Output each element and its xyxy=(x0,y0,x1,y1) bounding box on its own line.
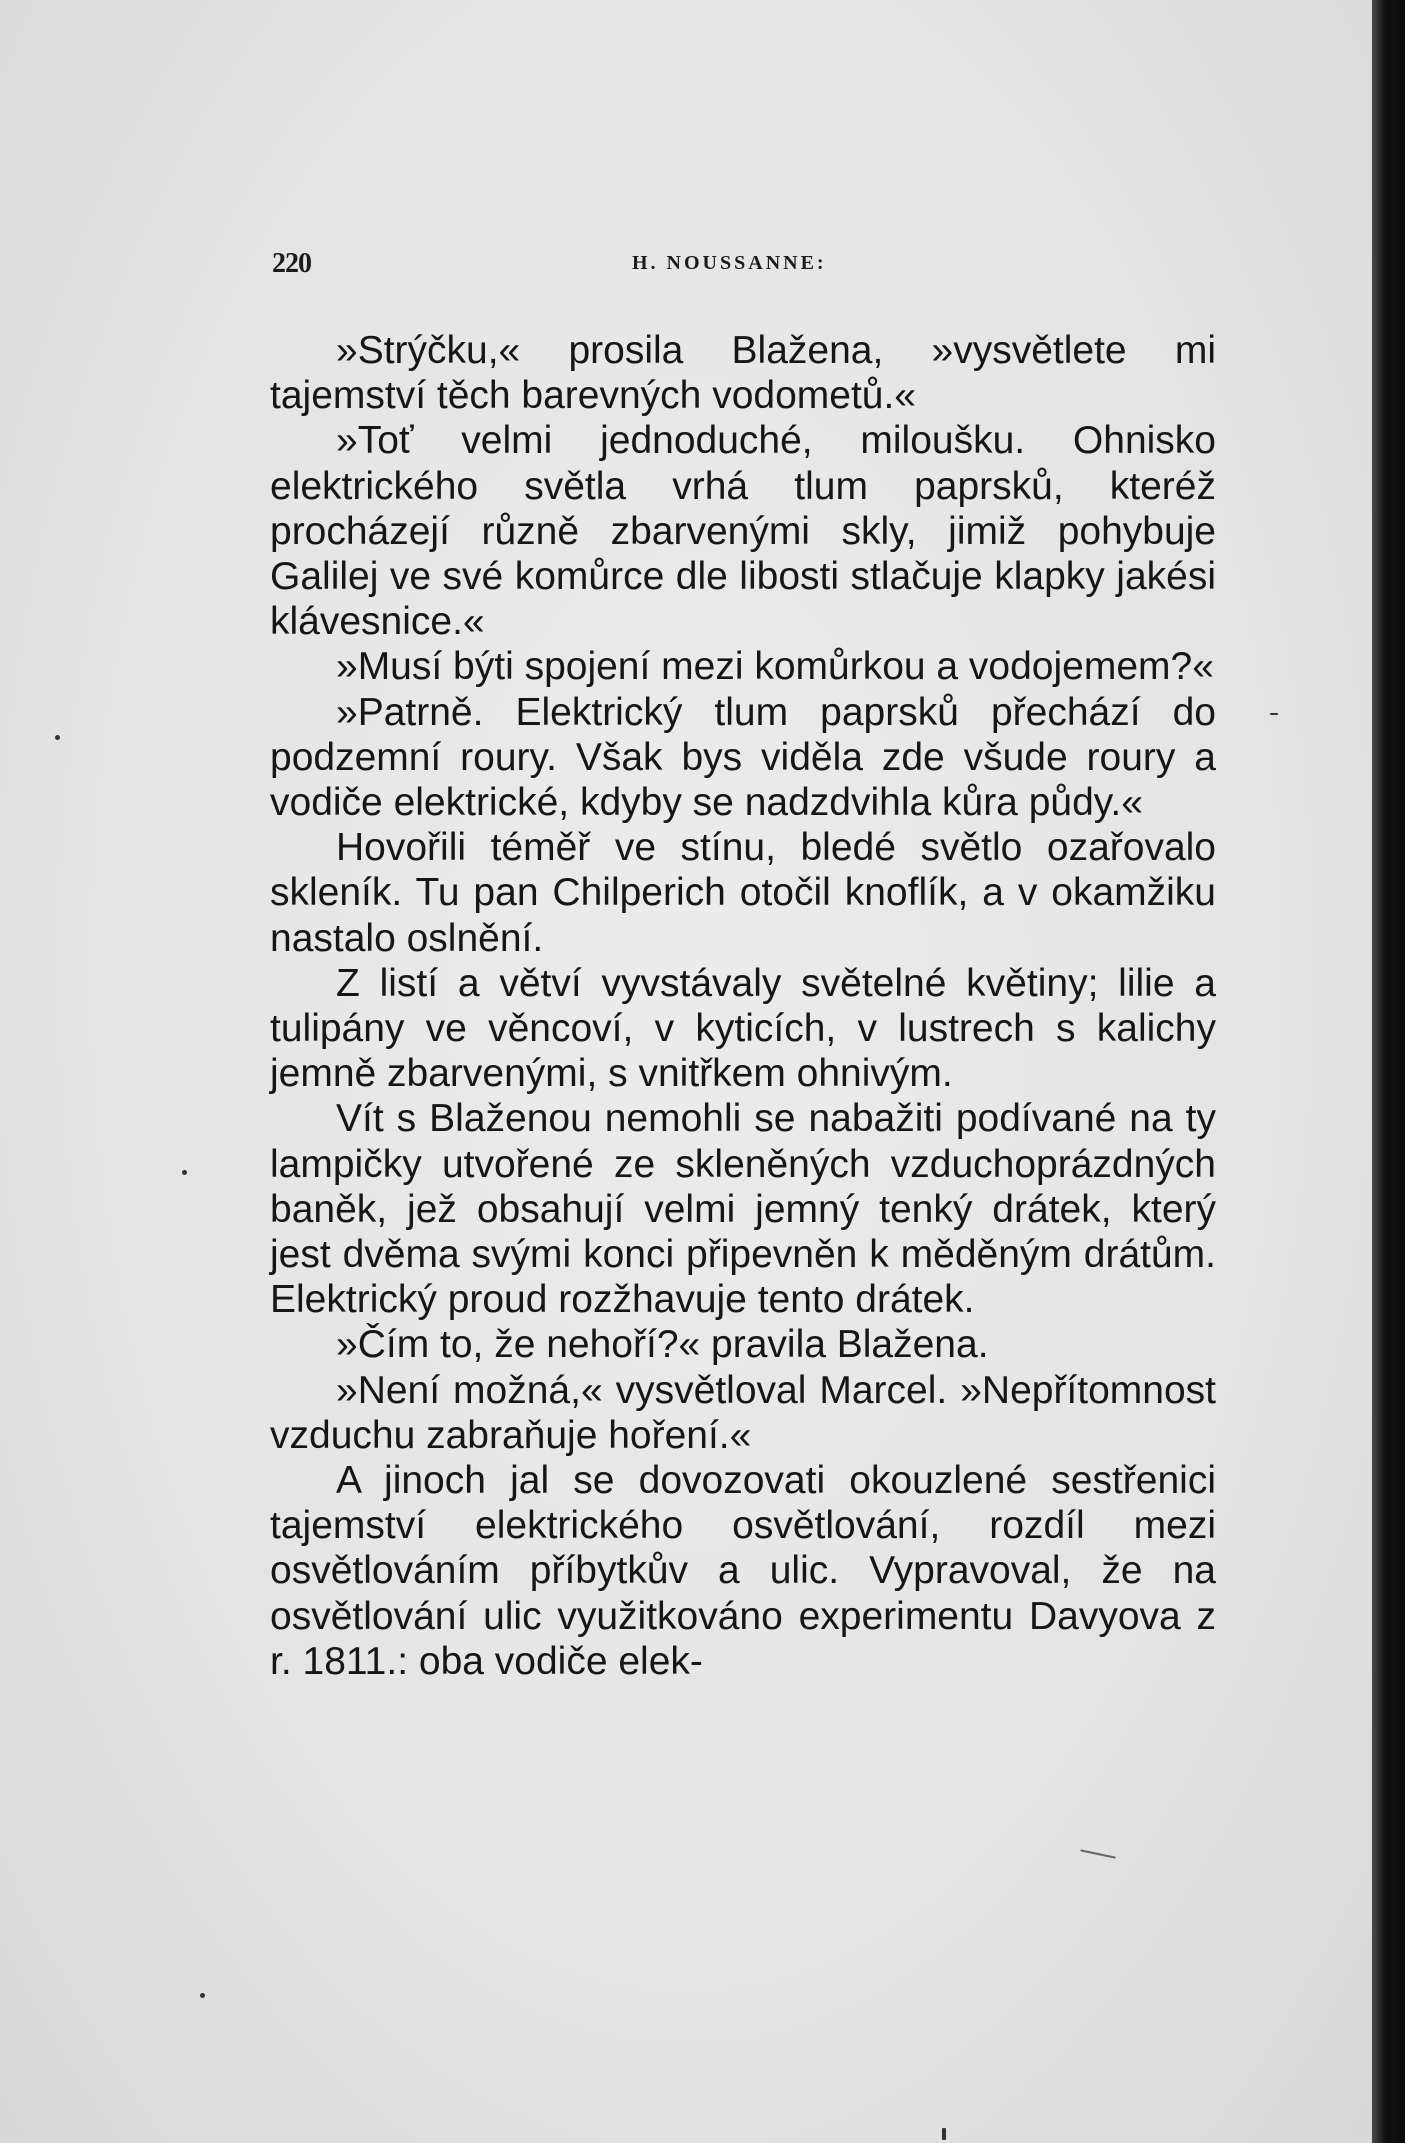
page-number: 220 xyxy=(272,248,311,279)
paragraph: »Není možná,« vysvětloval Marcel. »Nepřítomnost vzduchu zabraňuje hoření.« xyxy=(270,1368,1216,1457)
paragraph: »Strýčku,« prosila Blažena, »vysvětlete mi tajemství těch barevných vodometů.« xyxy=(270,329,1216,418)
paragraph: »Čím to, že nehoří?« pravila Blažena. xyxy=(336,1323,989,1367)
scan-speck xyxy=(200,1993,205,1998)
scan-speck xyxy=(55,735,60,740)
paragraph: Vít s Blaženou nemohli se nabažiti podívané na ty lampičky utvořené ze skleněných vzduchoprázdných baněk, jež obsahují velmi jemný tenký drátek, který jest dvěma svými konci připevněn k měděným drátům. Elektrický proud rozžhavuje tento drátek. xyxy=(270,1097,1216,1322)
page-edge-shadow xyxy=(1372,0,1405,2143)
paragraph: Z listí a větví vyvstávaly světelné květiny; lilie a tulipány ve věncoví, v kyticích, v lustrech s kalichy jemně zbarvenými, s vnitřkem ohnivým. xyxy=(270,961,1216,1096)
scan-speck xyxy=(942,2128,946,2140)
paragraph: »Musí býti spojení mezi komůrkou a vodojemem?« xyxy=(336,645,1214,689)
body-text xyxy=(270,328,1216,1684)
paragraph: »Patrně. Elektrický tlum paprsků přechází do podzemní roury. Však bys viděla zde všude roury a vodiče elektrické, kdyby se nadzdvihla kůra půdy.« xyxy=(270,690,1216,825)
paragraph: Hovořili téměř ve stínu, bledé světlo ozařovalo skleník. Tu pan Chilperich otočil knoflík, a v okamžiku nastalo oslnění. xyxy=(270,826,1216,960)
paragraph: A jinoch jal se dovozovati okouzlené sestřenici tajemství elektrického osvětlování, rozdíl mezi osvětlováním příbytkův a ulic. Vypravoval, že na osvětlování ulic využitkováno experimentu Davyova z r. 1811.: oba vodiče elek- xyxy=(270,1459,1216,1683)
page-header xyxy=(272,248,1212,278)
scan-speck xyxy=(1270,713,1278,715)
scan-speck xyxy=(182,1170,187,1175)
running-head: H. NOUSSANNE: xyxy=(632,252,827,274)
scan-speck xyxy=(1080,1849,1116,1858)
paragraph: »Toť velmi jednoduché, miloušku. Ohnisko elektrického světla vrhá tlum paprsků, kteréž procházejí různě zbarvenými skly, jimiž pohybuje Galilej ve své komůrce dle libosti stlačuje klapky jakési klávesnice.« xyxy=(270,419,1216,644)
